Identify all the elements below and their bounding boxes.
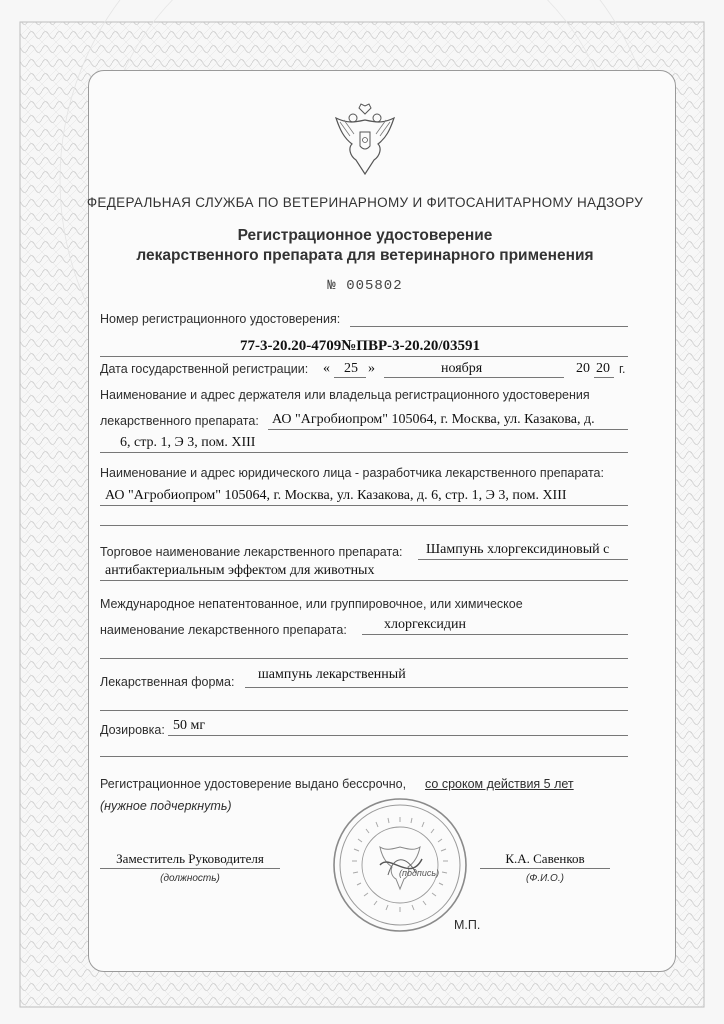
underline bbox=[100, 525, 628, 526]
date-label: Дата государственной регистрации: bbox=[100, 362, 309, 376]
name-caption: (Ф.И.О.) bbox=[526, 873, 564, 884]
date-month: ноября bbox=[441, 361, 483, 376]
underline-note: (нужное подчеркнуть) bbox=[100, 799, 232, 813]
document-title-line1: Регистрационное удостоверение bbox=[237, 227, 493, 244]
holder-label-line1: Наименование и адрес держателя или владельца регистрационного удостоверения bbox=[100, 388, 590, 402]
inn-label-line1: Международное непатентованное, или группировочное, или химическое bbox=[100, 597, 523, 611]
holder-value-line2: 6, стр. 1, Э 3, пом. XIII bbox=[120, 435, 256, 450]
underline bbox=[350, 326, 628, 327]
agency-name: ФЕДЕРАЛЬНАЯ СЛУЖБА ПО ВЕТЕРИНАРНОМУ И ФИТОСАНИТАРНОМУ НАДЗОРУ bbox=[86, 195, 644, 210]
form-label: Лекарственная форма: bbox=[100, 675, 235, 689]
underline bbox=[594, 377, 614, 378]
underline bbox=[100, 356, 628, 357]
holder-value-line1: АО "Агробиопром" 105064, г. Москва, ул. Казакова, д. bbox=[272, 412, 595, 427]
trade-name-value-line1: Шампунь хлоргексидиновый с bbox=[426, 542, 610, 557]
signatory-position: Заместитель Руководителя bbox=[116, 851, 264, 866]
certificate-number: № 005802 bbox=[327, 278, 403, 294]
underline bbox=[100, 658, 628, 659]
underline bbox=[100, 710, 628, 711]
trade-name-label: Торговое наименование лекарственного препарата: bbox=[100, 545, 403, 559]
developer-label: Наименование и адрес юридического лица - разработчика лекарственного препарата: bbox=[100, 466, 604, 480]
holder-label-line2: лекарственного препарата: bbox=[100, 414, 259, 428]
double-headed-eagle-icon bbox=[330, 100, 400, 178]
underline bbox=[480, 868, 610, 869]
date-year-unit: г. bbox=[619, 362, 626, 376]
underline bbox=[334, 377, 366, 378]
date-year-suffix: 20 bbox=[596, 361, 610, 376]
inn-label-line2: наименование лекарственного препарата: bbox=[100, 623, 347, 637]
seal-place-mark: М.П. bbox=[454, 918, 481, 932]
validity-option: со сроком действия 5 лет bbox=[425, 777, 574, 791]
underline bbox=[362, 634, 628, 635]
underline bbox=[100, 505, 628, 506]
date-day: 25 bbox=[344, 361, 358, 376]
document-title-line2: лекарственного препарата для ветеринарного применения bbox=[136, 247, 594, 264]
underline bbox=[100, 868, 280, 869]
underline bbox=[245, 687, 628, 688]
underline bbox=[268, 429, 628, 430]
reg-number-value: 77-3-20.20-4709№ПВР-3-20.20/03591 bbox=[239, 338, 481, 354]
form-value: шампунь лекарственный bbox=[258, 667, 406, 682]
dosage-value: 50 мг bbox=[173, 718, 206, 733]
underline bbox=[384, 377, 564, 378]
underline bbox=[100, 756, 628, 757]
reg-number-label: Номер регистрационного удостоверения: bbox=[100, 312, 341, 326]
date-open-quote: « bbox=[323, 361, 330, 376]
trade-name-value-line2: антибактериальным эффектом для животных bbox=[105, 563, 375, 578]
position-caption: (должность) bbox=[160, 873, 220, 884]
underline bbox=[168, 735, 628, 736]
developer-value: АО "Агробиопром" 105064, г. Москва, ул. Казакова, д. 6, стр. 1, Э 3, пом. XIII bbox=[105, 488, 567, 503]
validity-text: Регистрационное удостоверение выдано бессрочно, bbox=[100, 777, 407, 791]
official-seal-stamp bbox=[330, 795, 470, 935]
dosage-label: Дозировка: bbox=[100, 723, 165, 737]
underline bbox=[418, 559, 628, 560]
underline bbox=[100, 452, 628, 453]
underline bbox=[100, 580, 628, 581]
date-year-prefix: 20 bbox=[576, 361, 590, 376]
signatory-name: К.А. Савенков bbox=[505, 851, 585, 866]
signature-caption: (подпись) bbox=[399, 868, 440, 878]
inn-value: хлоргексидин bbox=[384, 617, 467, 632]
date-close-quote: » bbox=[368, 361, 375, 376]
